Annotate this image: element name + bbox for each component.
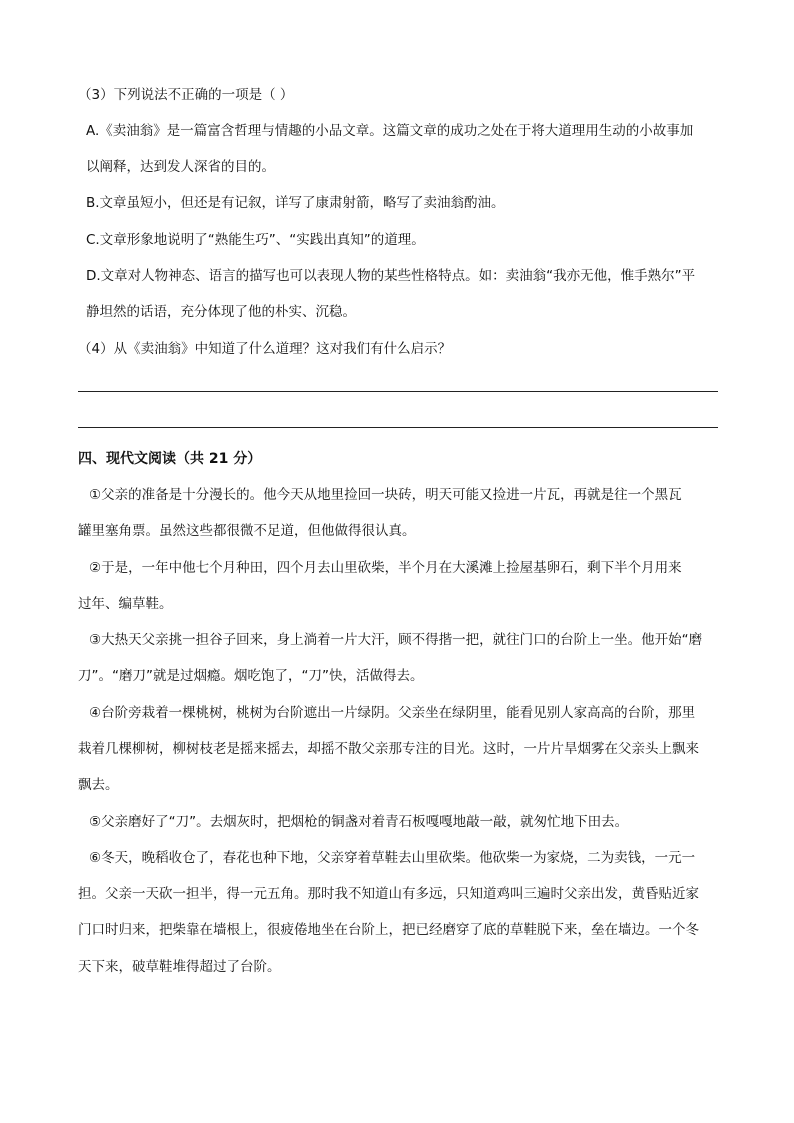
paragraph-5-line1: ⑤父亲磨好了“刀”。去烟灰时，把烟枪的铜盏对着青石板嘎嘎地敲一敲，就匆忙地下田去。 [89,814,629,830]
q3-option-c: C.文章形象地说明了“熟能生巧”、“实践出真知”的道理。 [86,232,425,248]
q3-prompt: （3）下列说法不正确的一项是（ ） [78,87,294,103]
paragraph-6-line4: 天下来，破草鞋堆得超过了台阶。 [78,959,281,975]
answer-line-2[interactable] [78,427,718,428]
answer-line-1[interactable] [78,391,718,392]
paragraph-6-line3: 门口时归来，把柴靠在墙根上，很疲倦地坐在台阶上，把已经磨穿了底的草鞋脱下来，垒在墙边。一个冬 [78,922,699,938]
q3-option-a-line2: 以阐释，达到发人深省的目的。 [86,159,275,175]
paragraph-3-line2: 刀”。“磨刀”就是过烟瘾。烟吃饱了，“刀”快，活做得去。 [78,668,424,684]
paragraph-4-line2: 栽着几棵柳树，柳树枝老是摇来摇去，却摇不散父亲那专注的目光。这时，一片片旱烟雾在父亲头上飘来 [78,741,699,757]
q3-option-d-line2: 静坦然的话语，充分体现了他的朴实、沉稳。 [86,304,356,320]
q3-option-d-line1: D.文章对人物神态、语言的描写也可以表现人物的某些性格特点。如：卖油翁“我亦无他，惟手熟尔”平 [86,268,696,284]
q3-option-a-line1: A.《卖油翁》是一篇富含哲理与情趣的小品文章。这篇文章的成功之处在于将大道理用生动的小故事加 [86,123,694,139]
paragraph-6-line2: 担。父亲一天砍一担半，得一元五角。那时我不知道山有多远，只知道鸡叫三遍时父亲出发，黄昏贴近家 [78,886,699,902]
paragraph-2-line1: ②于是，一年中他七个月种田，四个月去山里砍柴，半个月在大溪滩上捡屋基卵石，剩下半个月用来 [89,560,682,576]
paragraph-4-line1: ④台阶旁栽着一棵桃树，桃树为台阶遮出一片绿阴。父亲坐在绿阴里，能看见别人家高高的台阶，那里 [89,705,696,721]
section-heading: 四、现代文阅读（共 21 分） [78,451,262,467]
paragraph-1-line2: 罐里塞角票。虽然这些都很微不足道，但他做得很认真。 [78,523,416,539]
paragraph-4-line3: 飘去。 [78,777,119,793]
paragraph-2-line2: 过年、编草鞋。 [78,596,173,612]
paragraph-1-line1: ①父亲的准备是十分漫长的。他今天从地里捡回一块砖，明天可能又捡进一片瓦，再就是往一个黑瓦 [89,487,682,503]
paragraph-6-line1: ⑥冬天，晚稻收仓了，春花也种下地，父亲穿着草鞋去山里砍柴。他砍柴一为家烧，二为卖钱，一元一 [89,850,696,866]
q3-option-b: B.文章虽短小，但还是有记叙，详写了康肃射箭，略写了卖油翁酌油。 [86,195,505,211]
paragraph-3-line1: ③大热天父亲挑一担谷子回来，身上淌着一片大汗，顾不得揩一把，就往门口的台阶上一坐。他开始“磨 [89,632,703,648]
q4-prompt: （4）从《卖油翁》中知道了什么道理？这对我们有什么启示？ [78,341,452,357]
